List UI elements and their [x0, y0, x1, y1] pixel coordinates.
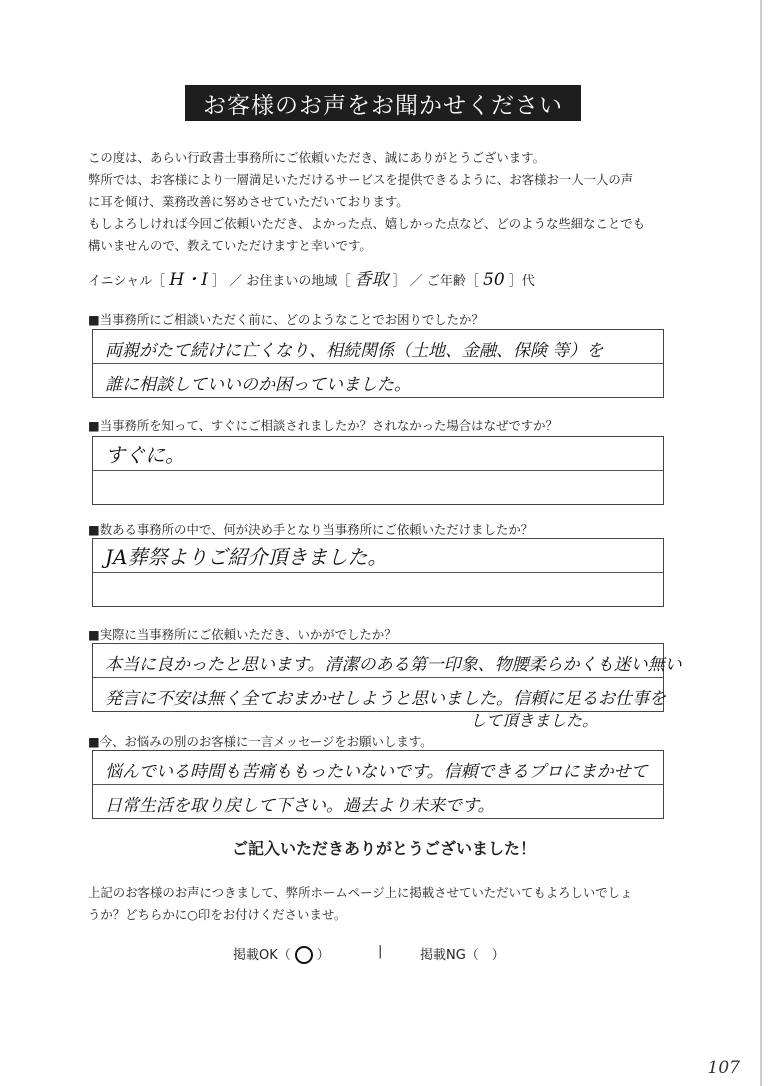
page-title: お客様のお声をお聞かせください: [185, 85, 581, 121]
answer-line: [93, 437, 663, 471]
choice-separator: |: [378, 944, 383, 959]
consent-text: [88, 882, 688, 926]
intro-line: この度は、あらい行政書士事務所にご依頼いただき、誠にありがとうございます。: [88, 150, 545, 165]
answer-box-2: [92, 436, 664, 505]
publish-ok-label: 掲載OK（: [233, 948, 291, 963]
page-edge: [760, 0, 762, 1086]
question-1-label: ■当事務所にご相談いただく前に、どのようなことでお困りでしたか？: [88, 312, 484, 327]
question-4-label: ■実際に当事務所にご依頼いただき、いかがでしたか？: [88, 627, 397, 642]
answer-text: 発言に不安は無く全ておまかせしようと思いました。信頼に足るお仕事を: [105, 689, 666, 709]
answer-line: [93, 364, 663, 397]
area-label: ］ ／ お住まいの地域［: [212, 274, 351, 289]
question-3-label: ■数ある事務所の中で、何が決め手となり当事務所にご依頼いただけましたか？: [88, 522, 534, 537]
answer-box-3: [92, 538, 664, 607]
intro-line: もしよろしければ今回ご依頼いただき、よかった点、嬉しかった点など、どのような些細なことでも: [88, 216, 646, 231]
answer-line: [93, 751, 663, 785]
intro-line: 構いませんので、教えていただけますと幸いです。: [88, 238, 372, 253]
answer-text: JA葬祭よりご紹介頂きました。: [105, 545, 388, 569]
consent-line: 上記のお客様のお声につきまして、弊所ホームページ上に掲載させていただいてもよろしいでしょ: [88, 885, 633, 900]
answer-box-4: [92, 643, 682, 712]
answer-box-5: [92, 750, 664, 819]
question-5-label: ■今、お悩みの別のお客様に一言メッセージをお願いします。: [88, 734, 433, 749]
intro-line: に耳を傾け、業務改善に努めさせていただいております。: [88, 194, 409, 209]
profile-row: [88, 265, 535, 290]
answer-text: 本当に良かったと思います。清潔のある第一印象、物腰柔らかくも迷い無い: [105, 655, 682, 675]
answer-line: [93, 785, 663, 818]
area-value: 香取: [354, 270, 389, 290]
answer-text: 日常生活を取り戻して下さい。過去より未来です。: [105, 796, 495, 816]
consent-line: うか？どちらかに○印をお付けくださいませ。: [88, 907, 347, 922]
answer-text: すぐに。: [105, 443, 185, 467]
answer-line: [93, 644, 682, 678]
question-2-label: ■当事務所を知って、すぐにご相談されましたか？されなかった場合はなぜですか？: [88, 418, 558, 433]
publish-ok-close: ）: [316, 948, 330, 963]
answer-line: [93, 330, 663, 364]
answer-text: 両親がたて続けに亡くなり、相続関係（土地、金融、保険 等）を: [105, 341, 604, 361]
age-suffix: ］代: [508, 274, 535, 289]
intro-line: 弊所では、お客様により一層満足いただけるサービスを提供できるように、お客様お一人一人の声: [88, 172, 634, 187]
page-number: 107: [707, 1058, 740, 1078]
answer-line: [93, 539, 663, 573]
answer-line: [93, 678, 666, 711]
intro-text: [88, 147, 688, 257]
answer-text: 誰に相談していいのか困っていました。: [105, 375, 411, 395]
publish-ng-option[interactable]: 掲載NG（ ）: [420, 948, 505, 963]
age-value: 50: [483, 270, 505, 290]
publish-ok-option[interactable]: [233, 944, 330, 964]
answer-line: [93, 471, 663, 504]
initial-label: イニシャル［: [88, 274, 166, 289]
answer-overflow-text: して頂きました。: [470, 711, 599, 730]
circle-mark-icon: [295, 946, 313, 964]
answer-line: [93, 573, 663, 606]
answer-text: 悩んでいる時間も苦痛ももったいないです。信頼できるプロにまかせて: [105, 762, 648, 782]
answer-box-1: [92, 329, 664, 398]
initial-value: H・I: [169, 270, 208, 290]
age-label: ］ ／ ご年齢［: [392, 274, 479, 289]
thanks-message: ご記入いただきありがとうございました！: [231, 839, 536, 858]
